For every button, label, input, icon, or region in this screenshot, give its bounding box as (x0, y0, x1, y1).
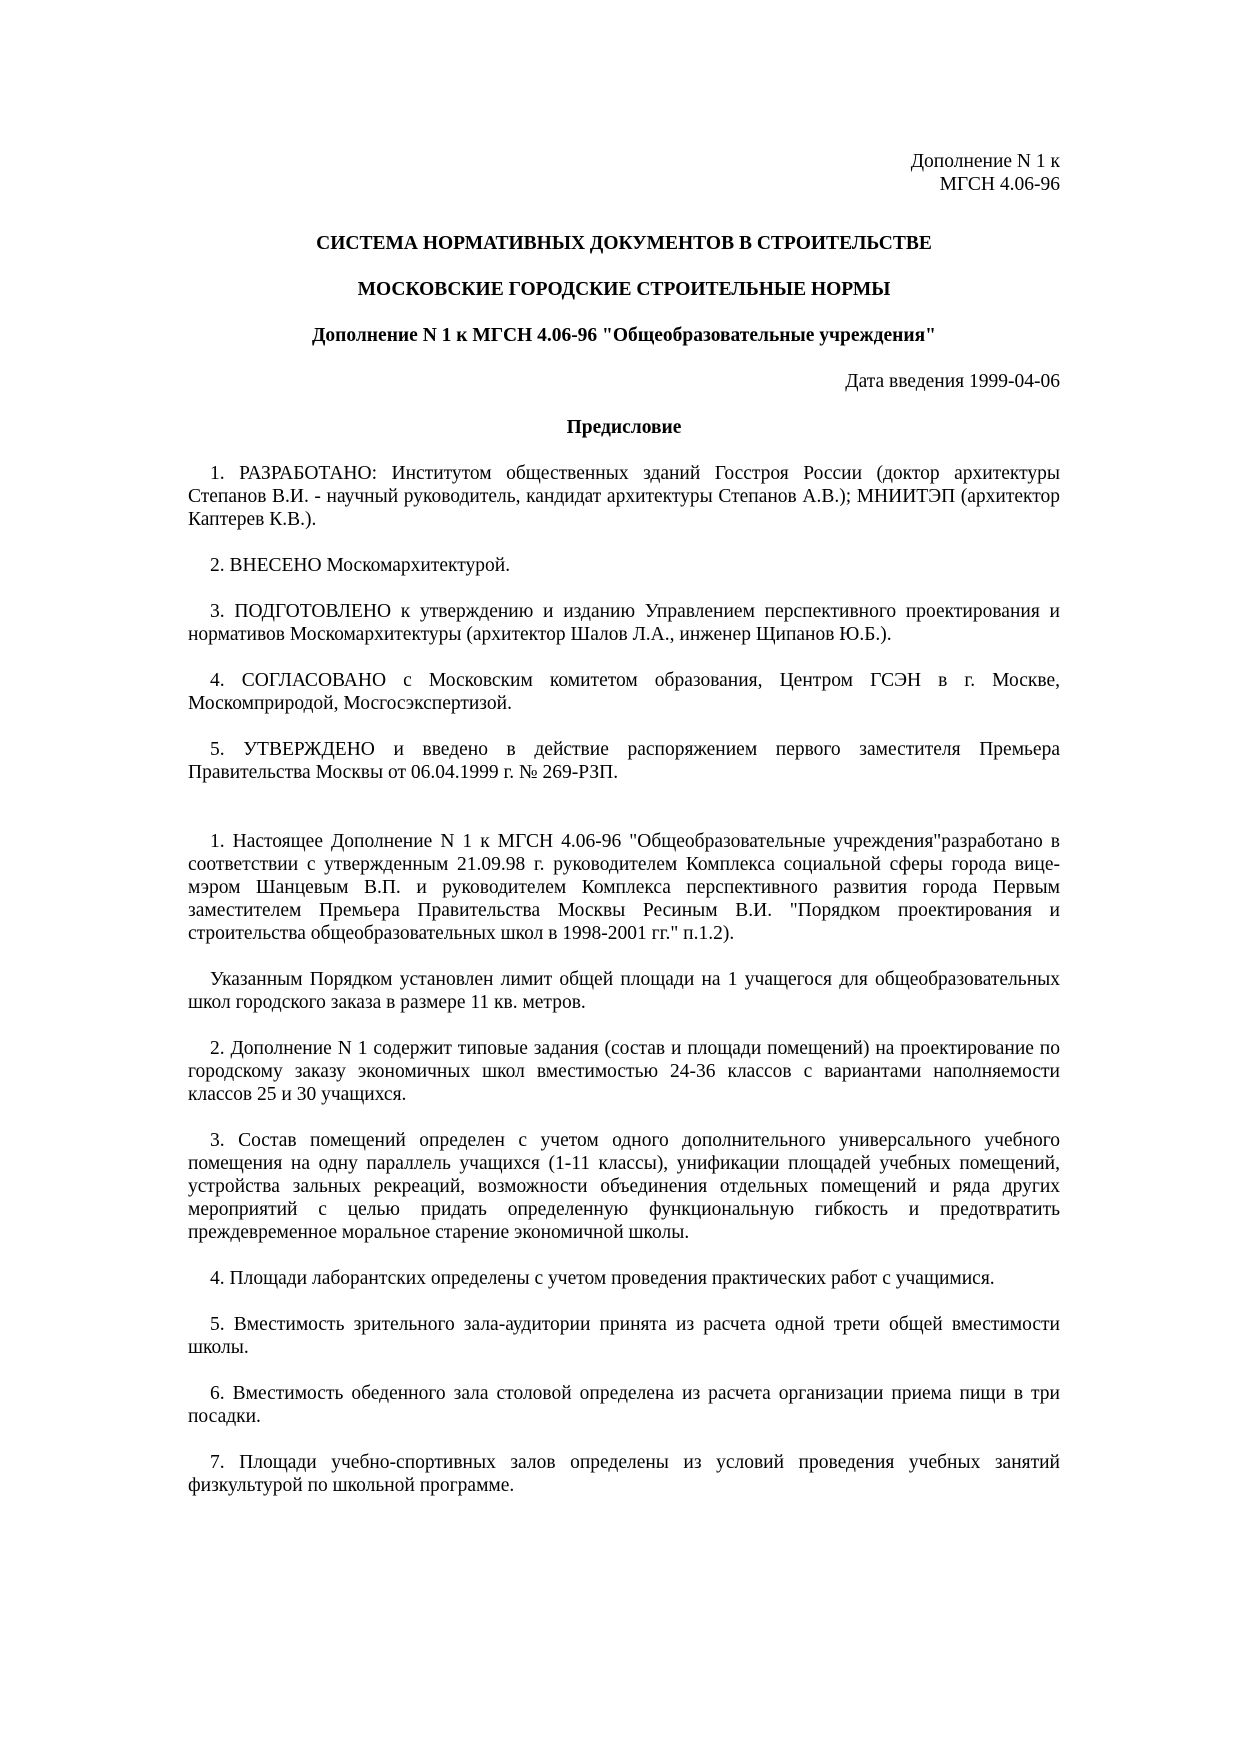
addendum-header (188, 150, 1060, 196)
preface-item-3: 3. ПОДГОТОВЛЕНО к утверждению и изданию Управлением перспективного проектирования и нормативов Москомархитектуры (архитектор Шалов Л.А., инженер Щипанов Ю.Б.). (188, 601, 1060, 645)
body-item-1-note: Указанным Порядком установлен лимит общей площади на 1 учащегося для общеобразовательных школ городского заказа в размере 11 кв. метров. (188, 969, 1060, 1013)
effective-date: Дата введения 1999-04-06 (845, 371, 1060, 392)
addendum-header-line2: МГСН 4.06-96 (939, 174, 1060, 195)
preface-item-4: 4. СОГЛАСОВАНО с Московским комитетом образования, Центром ГСЭН в г. Москве, Москомприродой, Мосгосэкспертизой. (188, 670, 1060, 714)
preface-title: Предисловие (566, 417, 682, 438)
body-item-2: 2. Дополнение N 1 содержит типовые задания (состав и площади помещений) на проектирование по городскому заказу экономичных школ вместимостью 24-36 классов с вариантами наполняемости классов 25 и 30 учащихся. (188, 1038, 1060, 1105)
preface-item-5: 5. УТВЕРЖДЕНО и введено в действие распоряжением первого заместителя Премьера Правительства Москвы от 06.04.1999 г. № 269-РЗП. (188, 739, 1060, 783)
preface-item-2: 2. ВНЕСЕНО Москомархитектурой. (210, 555, 511, 576)
body-item-3: 3. Состав помещений определен с учетом одного дополнительного универсального учебного помещения на одну параллель учащихся (1-11 классы), унификации площадей учебных помещений, устройства зальных рекреаций, возможности объединения отдельных помещений и ряда других мероприятий с целью придать определенную функциональную гибкость и предотвратить преждевременное моральное старение экономичной школы. (188, 1130, 1060, 1243)
body-item-6: 6. Вместимость обеденного зала столовой определена из расчета организации приема пищи в три посадки. (188, 1383, 1060, 1427)
addendum-header-line1: Дополнение N 1 к (910, 151, 1060, 172)
body-item-4: 4. Площади лаборантских определены с учетом проведения практических работ с учащимися. (210, 1268, 995, 1289)
system-title: СИСТЕМА НОРМАТИВНЫХ ДОКУМЕНТОВ В СТРОИТЕЛЬСТВЕ (316, 233, 932, 254)
body-item-1: 1. Настоящее Дополнение N 1 к МГСН 4.06-96 "Общеобразовательные учреждения"разработано в соответствии с утвержденным 21.09.98 г. руководителем Комплекса социальной сферы города вице-мэром Шанцевым В.П. и руководителем Комплекса перспективного развития города Первым заместителем Премьера Правительства Москвы Ресиным В.И. "Порядком проектирования и строительства общеобразовательных школ в 1998-2001 гг." п.1.2). (188, 831, 1060, 944)
preface-item-1: 1. РАЗРАБОТАНО: Институтом общественных зданий Госстроя России (доктор архитектуры Степанов В.И. - научный руководитель, кандидат архитектуры Степанов А.В.); МНИИТЭП (архитектор Каптерев К.В.). (188, 463, 1060, 530)
body-item-5: 5. Вместимость зрительного зала-аудитории принята из расчета одной трети общей вместимости школы. (188, 1314, 1060, 1358)
body-item-7: 7. Площади учебно-спортивных залов определены из условий проведения учебных занятий физкультурой по школьной программе. (188, 1452, 1060, 1496)
document-title: Дополнение N 1 к МГСН 4.06-96 "Общеобразовательные учреждения" (311, 325, 937, 346)
norms-title: МОСКОВСКИЕ ГОРОДСКИЕ СТРОИТЕЛЬНЫЕ НОРМЫ (357, 279, 891, 300)
